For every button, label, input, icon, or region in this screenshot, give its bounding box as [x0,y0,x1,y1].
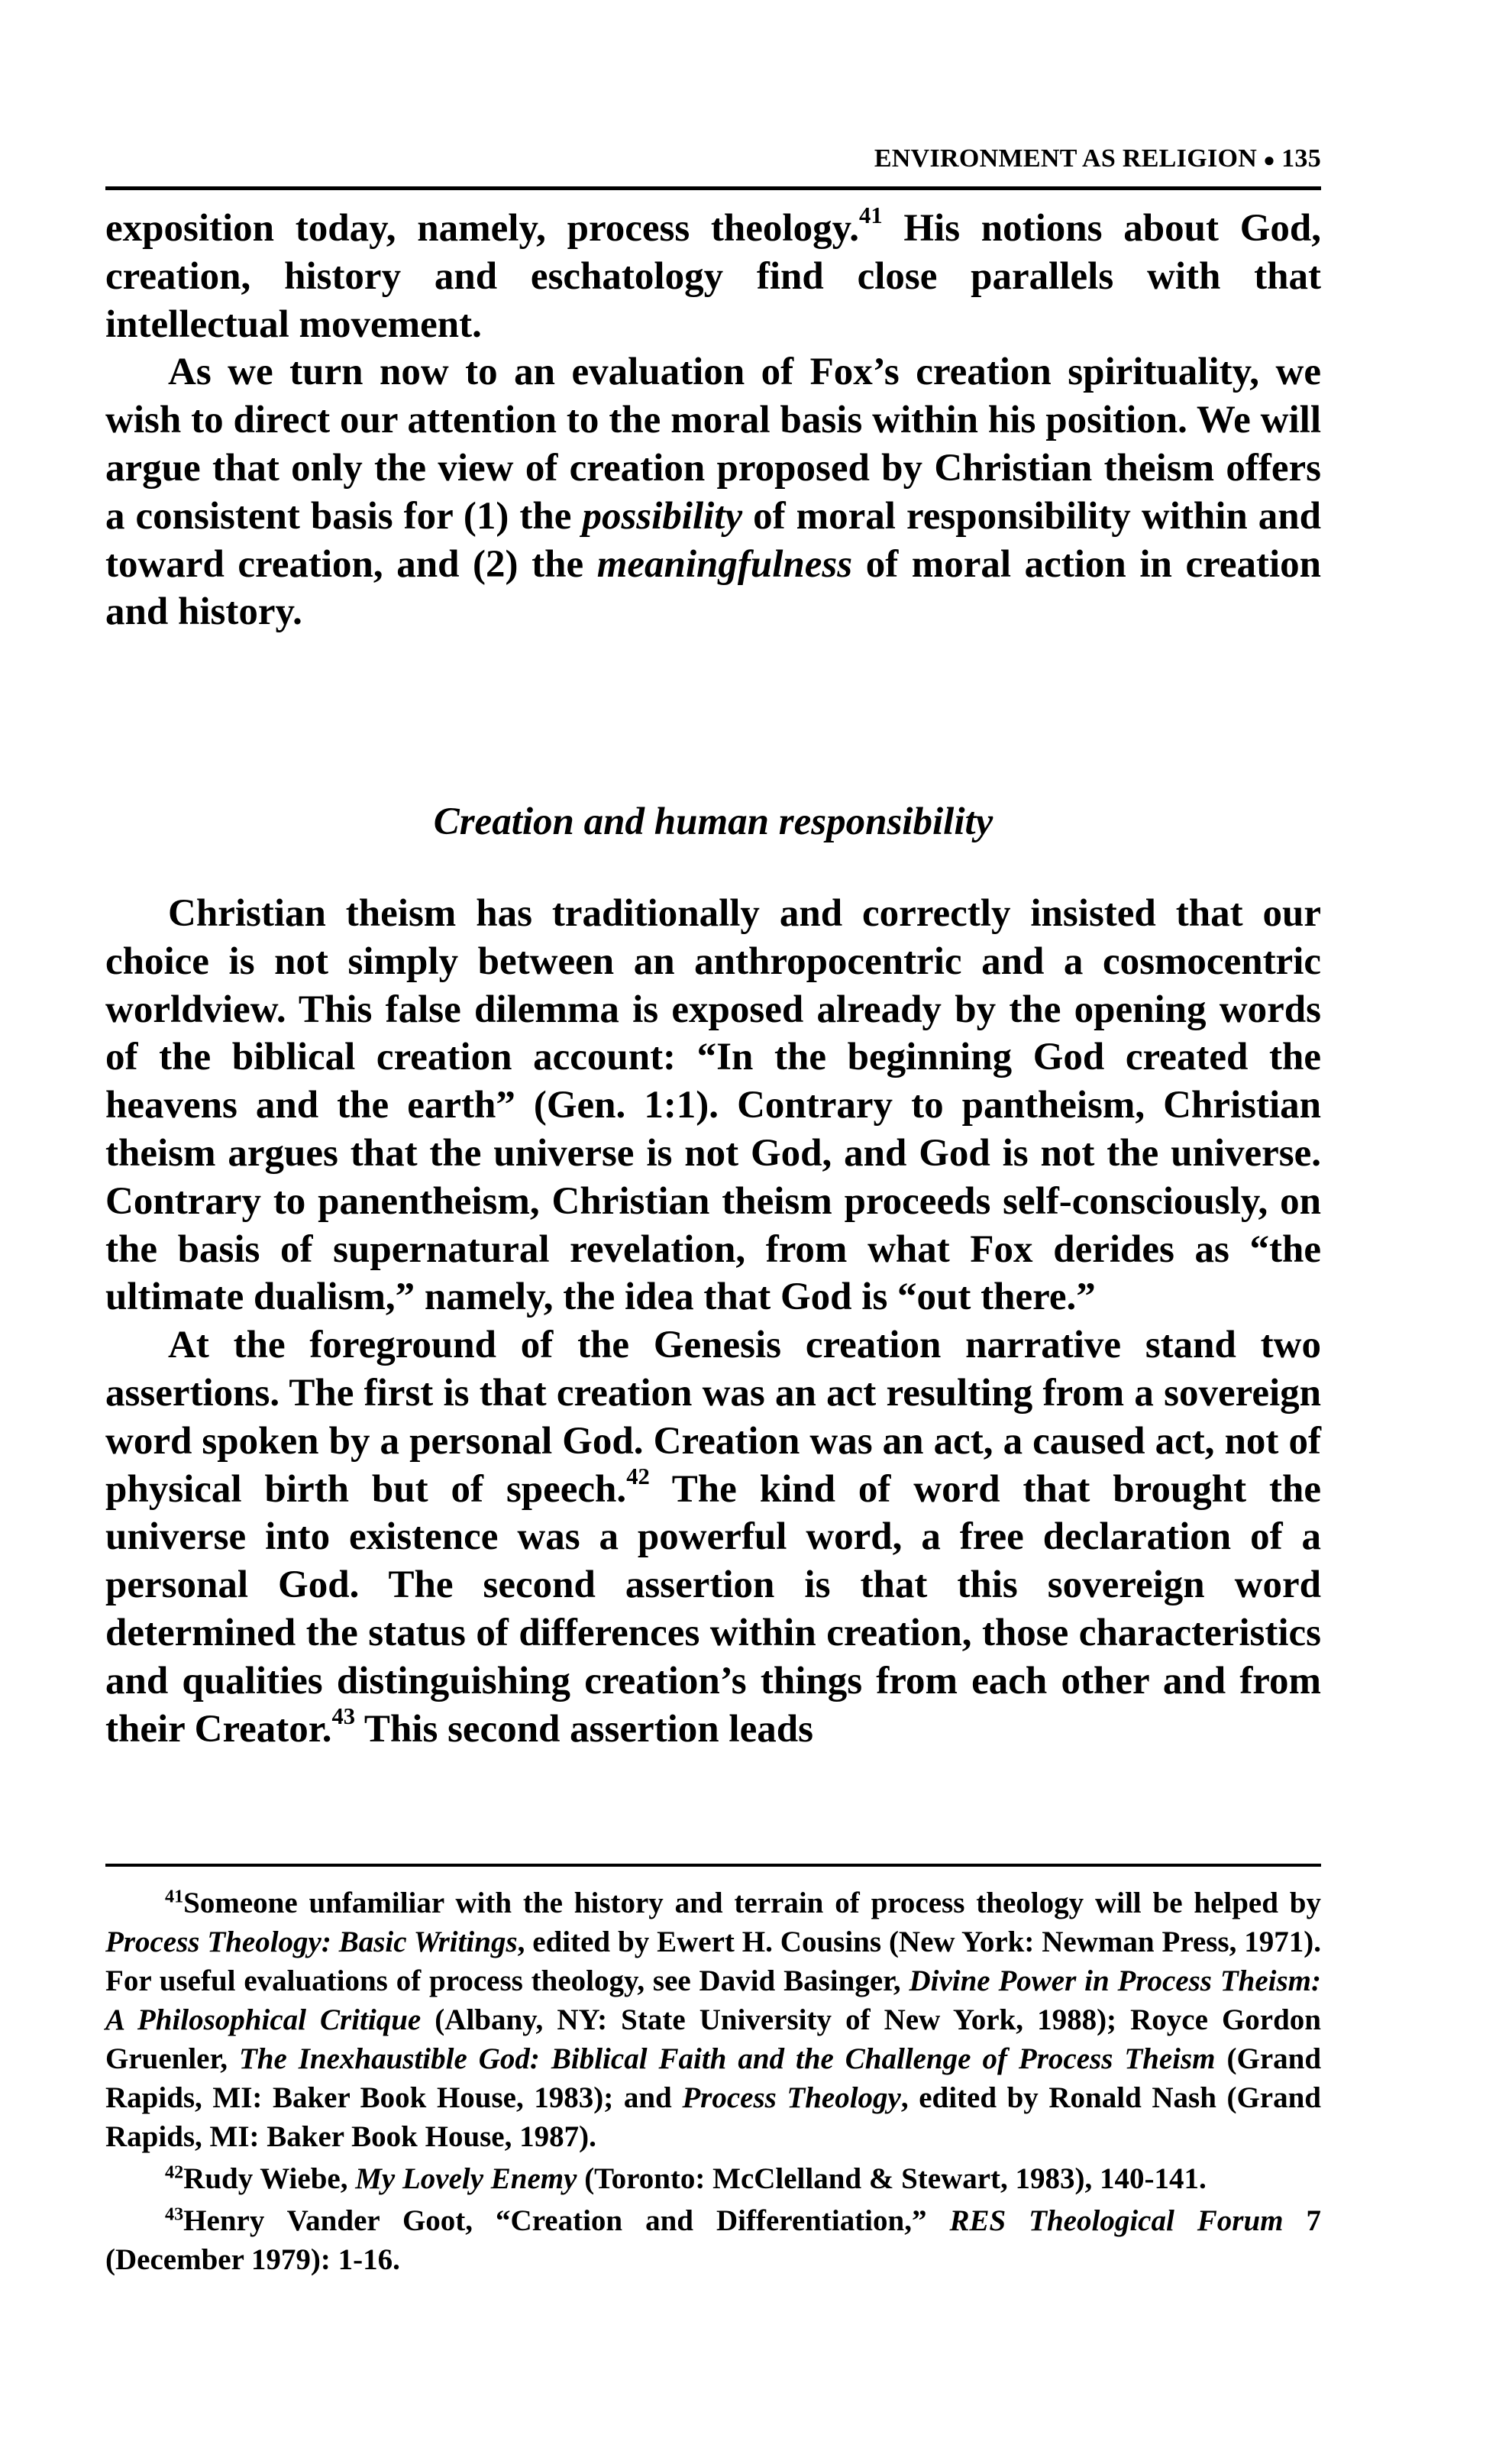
paragraph-text: His notions about God, creation, history and eschatology find close parallels with that intellectual movement. [105,207,1321,346]
book-title: The Inexhaustible God: Biblical Faith and the Challenge of Process Theism [238,2042,1216,2075]
footnote-number: 42 [165,2162,184,2183]
section-heading: Creation and human responsibility [433,800,993,843]
paragraph-text: of moral action in creation and history. [105,542,1322,634]
footnote-43 [105,2201,1321,2279]
book-title: Process Theology: Basic Writings [105,1926,518,1958]
footnote-text: (Grand Rapids, MI: Baker Book House, 1983); and [105,2042,1322,2114]
page-number: 135 [1281,144,1321,173]
footnote-text: Someone unfamiliar with the history and terrain of process theology will be helped by [183,1887,1321,1919]
journal-title: RES Theological Forum [949,2204,1284,2237]
footnote-text: (Albany, NY: State University of New York, 1988); Royce Gordon Gruenler, [105,2003,1321,2075]
paragraph-text: The kind of word that brought the universe into existence was a powerful word, a free declaration of a personal God. The second assertion is that this sovereign word determined the status of differences within creation, those characteristics and qualities distinguishing creation’s things from each other and from their Creator. [105,1467,1321,1751]
book-title: My Lovely Enemy [355,2162,577,2195]
paragraph-evaluation [105,348,1321,636]
paragraph-text: exposition today, namely, process theology. [105,207,860,250]
footnote-text: , edited by Ewert H. Cousins (New York: Newman Press, 1971). For useful evaluations of process theology, see David Basinger, [105,1926,1321,1997]
paragraph-continued [105,202,1321,348]
paragraph-text: This second assertion leads [355,1707,813,1751]
paragraph-text: of moral responsibility within and toward creation, and (2) the [105,494,1321,586]
footnote-text: Rudy Wiebe, [183,2162,356,2195]
footnote-number: 43 [165,2204,184,2225]
footnote-ref-42: 42 [626,1463,650,1489]
bullet-icon: ● [1263,149,1276,171]
footnote-number: 41 [165,1886,184,1907]
footnote-ref-41: 41 [859,202,883,229]
paragraph-christian-theism: Christian theism has traditionally and correctly insisted that our choice is not simply between an anthropocentric and a cosmocentric worldview. This false dilemma is exposed already by the opening words of the biblical creation account: “In the beginning God created the heavens and the earth” (Gen. 1:1). Contrary to pantheism, Christian theism argues that the universe is not God, and God is not the universe. Contrary to panentheism, Christian theism proceeds self-consciously, on the basis of supernatural revelation, from what Fox derides as “the ultimate dualism,” namely, the idea that God is “out there.” [105,892,1321,1319]
paragraph-genesis [105,1321,1321,1753]
body-text-main [105,890,1321,1753]
footnote-rule [105,1864,1321,1867]
footnotes [105,1884,1321,2282]
footnote-text: , edited by Ronald Nash (Grand Rapids, MI: Baker Book House, 1987). [105,2081,1321,2153]
emphasis-meaningfulness: meaningfulness [596,542,853,586]
footnote-41 [105,1884,1321,2156]
footnote-text: Henry Vander Goot, “Creation and Differentiation,” [183,2204,950,2237]
book-title: Process Theology [682,2081,901,2114]
footnote-42 [105,2159,1321,2198]
running-title: ENVIRONMENT AS RELIGION [874,144,1258,173]
running-head [105,144,1321,176]
paragraph-text: As we turn now to an evaluation of Fox’s creation spirituality, we wish to direct our attention to the moral basis within his position. We will argue that only the view of creation proposed by Christian theism offers a consistent basis for (1) the [105,351,1321,538]
footnote-text: 7 (December 1979): 1-16. [105,2204,1322,2276]
emphasis-possibility: possibility [582,494,743,538]
footnote-ref-43: 43 [331,1702,356,1729]
body-text-top [105,202,1322,636]
header-rule [105,186,1321,190]
footnote-text: (Toronto: McClelland & Stewart, 1983), 140-141. [577,2162,1207,2195]
book-title: Divine Power in Process Theism: A Philosophical Critique [105,1964,1321,2036]
paragraph-text: At the foreground of the Genesis creation narrative stand two assertions. The first is that creation was an act resulting from a sovereign word spoken by a personal God. Creation was an act, a caused act, not of physical birth but of speech. [105,1324,1321,1511]
